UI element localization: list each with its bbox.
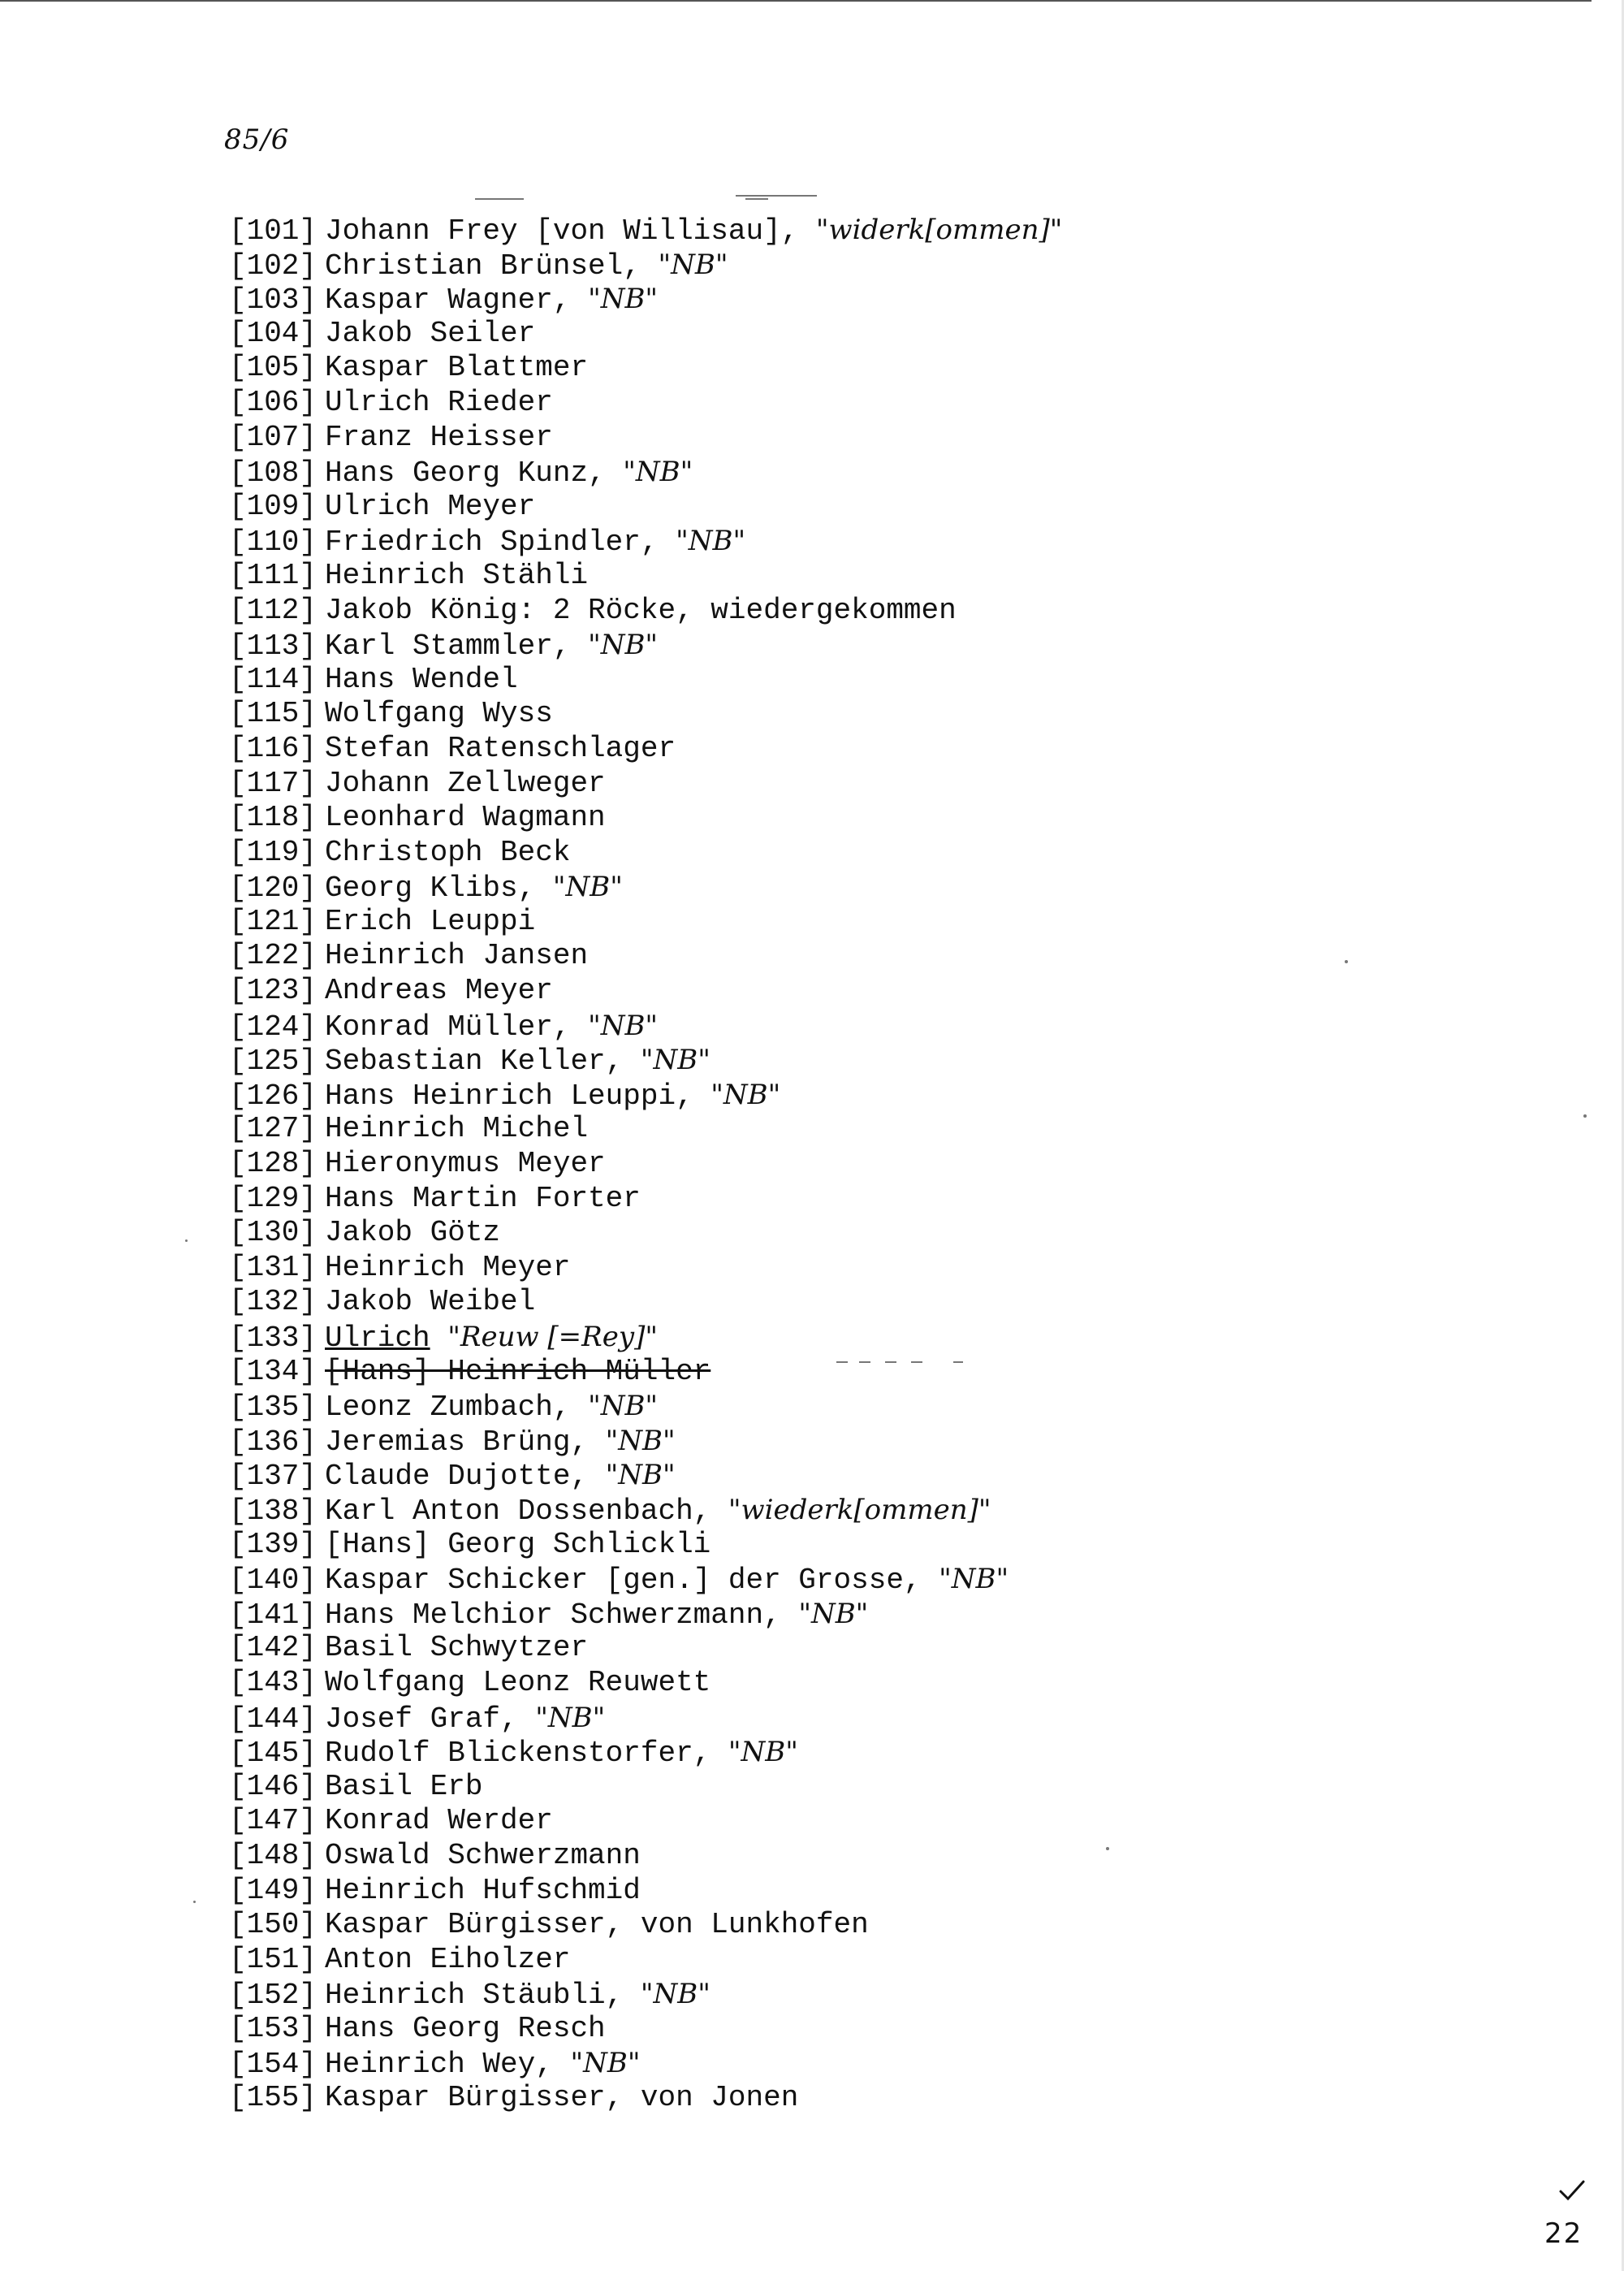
entry-row bbox=[229, 1943, 1062, 1978]
entry-row bbox=[229, 1251, 1062, 1286]
entry-row bbox=[229, 317, 1062, 352]
entry-name: Andreas Meyer bbox=[325, 974, 553, 1008]
entry-number: [148] bbox=[229, 1838, 317, 1872]
entry-number: [140] bbox=[229, 1564, 317, 1598]
entry-name: Rudolf Blickenstorfer, bbox=[325, 1737, 711, 1771]
entry-note: "NB" bbox=[710, 1078, 781, 1111]
scan-artifact bbox=[475, 198, 524, 200]
scan-artifact bbox=[193, 1901, 196, 1903]
entry-row bbox=[229, 1666, 1062, 1701]
entry-name: Anton Eiholzer bbox=[325, 1942, 571, 1976]
entry-number: [138] bbox=[229, 1494, 317, 1528]
entry-row bbox=[229, 282, 1062, 317]
entry-number: [147] bbox=[229, 1804, 317, 1838]
entry-name: Kaspar Bürgisser, von Lunkhofen bbox=[325, 1908, 869, 1942]
entry-row bbox=[229, 421, 1062, 456]
entry-number: [152] bbox=[229, 1979, 317, 2013]
entry-number: [123] bbox=[229, 974, 317, 1008]
entry-number: [104] bbox=[229, 316, 317, 350]
entry-name: Kaspar Blattmer bbox=[325, 351, 589, 385]
entry-name: Hans Georg Kunz, bbox=[325, 456, 606, 491]
entry-name: Heinrich Jansen bbox=[325, 939, 589, 973]
scan-artifact bbox=[1583, 1114, 1587, 1118]
entry-row bbox=[229, 386, 1062, 421]
entry-name: Georg Klibs, bbox=[325, 872, 536, 906]
scan-artifact bbox=[953, 1361, 963, 1363]
entry-name: Ulrich Rieder bbox=[325, 385, 553, 419]
entry-number: [127] bbox=[229, 1112, 317, 1146]
entry-number: [114] bbox=[229, 662, 317, 696]
entry-number: [125] bbox=[229, 1045, 317, 1079]
entry-name: Claude Dujotte, bbox=[325, 1460, 589, 1494]
entry-name: Kaspar Schicker [gen.] der Grosse, bbox=[325, 1564, 922, 1598]
entry-row bbox=[229, 2012, 1062, 2047]
entry-name: Christian Brünsel, bbox=[325, 249, 641, 283]
entry-note: "NB" bbox=[605, 1424, 676, 1457]
entry-note: "NB" bbox=[588, 1390, 659, 1423]
entry-row bbox=[229, 836, 1062, 871]
entry-name: Jakob Götz bbox=[325, 1216, 501, 1250]
entry-number: [116] bbox=[229, 731, 317, 765]
entry-row bbox=[229, 248, 1062, 283]
entry-row bbox=[229, 1182, 1062, 1217]
entry-name: Erich Leuppi bbox=[325, 904, 536, 938]
entry-note: "NB" bbox=[588, 283, 659, 316]
entry-row bbox=[229, 1112, 1062, 1147]
entry-row bbox=[229, 1320, 1062, 1355]
entry-name: Hans Wendel bbox=[325, 662, 518, 696]
entry-name: Wolfgang Wyss bbox=[325, 697, 553, 731]
entry-row bbox=[229, 870, 1062, 905]
entry-name: Kaspar Bürgisser, von Jonen bbox=[325, 2081, 799, 2115]
entry-number: [136] bbox=[229, 1425, 317, 1459]
scan-artifact bbox=[836, 1361, 848, 1363]
entry-number: [109] bbox=[229, 489, 317, 523]
corner-number: 22 bbox=[1544, 2217, 1583, 2250]
entry-name: Jakob König: 2 Röcke, wiedergekommen bbox=[325, 593, 957, 627]
entry-row bbox=[229, 594, 1062, 629]
entry-number: [144] bbox=[229, 1702, 317, 1736]
entry-name: Sebastian Keller, bbox=[325, 1045, 624, 1079]
entry-note: "NB" bbox=[588, 629, 659, 662]
entry-row bbox=[229, 801, 1062, 836]
entry-note: "wiederk[ommen]" bbox=[728, 1493, 991, 1526]
entry-number: [110] bbox=[229, 526, 317, 560]
entry-number: [130] bbox=[229, 1216, 317, 1250]
entry-row bbox=[229, 2081, 1062, 2116]
entry-row bbox=[229, 905, 1062, 940]
entry-row bbox=[229, 767, 1062, 802]
entry-row bbox=[229, 351, 1062, 386]
entry-note: "NB" bbox=[535, 1701, 606, 1734]
page-number: 85/6 bbox=[224, 123, 290, 156]
entry-number: [101] bbox=[229, 214, 317, 248]
entry-row bbox=[229, 455, 1062, 490]
entry-name: Heinrich Hufschmid bbox=[325, 1873, 641, 1907]
entry-name: Konrad Werder bbox=[325, 1804, 553, 1838]
entry-number: [118] bbox=[229, 801, 317, 835]
entry-name: [Hans] Heinrich Müller bbox=[325, 1354, 711, 1388]
entry-number: [131] bbox=[229, 1250, 317, 1284]
check-mark-icon bbox=[1556, 2178, 1588, 2203]
scan-artifact bbox=[859, 1361, 870, 1363]
entry-row bbox=[229, 213, 1062, 248]
entry-number: [105] bbox=[229, 351, 317, 385]
entry-number: [135] bbox=[229, 1391, 317, 1425]
entry-number: [154] bbox=[229, 2048, 317, 2082]
scan-artifact bbox=[911, 1361, 922, 1363]
entry-name: Christoph Beck bbox=[325, 835, 571, 869]
entry-number: [149] bbox=[229, 1873, 317, 1907]
entry-row bbox=[229, 939, 1062, 974]
entry-name: Oswald Schwerzmann bbox=[325, 1838, 641, 1872]
entry-number: [142] bbox=[229, 1631, 317, 1665]
entry-row bbox=[229, 524, 1062, 559]
entry-row bbox=[229, 1597, 1062, 1632]
entry-row bbox=[229, 1631, 1062, 1666]
entry-number: [134] bbox=[229, 1354, 317, 1388]
scan-artifact bbox=[1106, 1847, 1109, 1850]
entry-row bbox=[229, 490, 1062, 525]
entry-number: [124] bbox=[229, 1010, 317, 1044]
entry-name: Ulrich bbox=[325, 1322, 430, 1355]
entry-row bbox=[229, 1804, 1062, 1839]
entry-row bbox=[229, 1147, 1062, 1182]
entry-name: Jakob Seiler bbox=[325, 316, 536, 350]
entry-name: Hieronymus Meyer bbox=[325, 1147, 606, 1181]
entry-number: [117] bbox=[229, 766, 317, 800]
entry-row bbox=[229, 663, 1062, 698]
entry-name: Karl Anton Dossenbach, bbox=[325, 1494, 711, 1528]
entry-row bbox=[229, 1355, 1062, 1390]
entry-number: [115] bbox=[229, 697, 317, 731]
entry-name: Hans Martin Forter bbox=[325, 1181, 641, 1215]
entry-name: Heinrich Stäubli, bbox=[325, 1979, 624, 2013]
entry-name: Heinrich Stähli bbox=[325, 558, 589, 592]
entry-row bbox=[229, 1528, 1062, 1563]
entry-note: "NB" bbox=[640, 1044, 710, 1077]
entry-name: Basil Schwytzer bbox=[325, 1631, 589, 1665]
entry-name: Josef Graf, bbox=[325, 1702, 518, 1736]
entry-row bbox=[229, 1043, 1062, 1078]
entry-name: Heinrich Wey, bbox=[325, 2048, 553, 2082]
entry-note: "Reuw [=Rey]" bbox=[447, 1321, 658, 1353]
entry-name: Johann Zellweger bbox=[325, 766, 606, 800]
entry-number: [150] bbox=[229, 1908, 317, 1942]
entry-row bbox=[229, 1009, 1062, 1044]
entry-row bbox=[229, 1424, 1062, 1459]
entry-row bbox=[229, 697, 1062, 732]
entry-row bbox=[229, 1458, 1062, 1493]
entry-name: Stefan Ratenschlager bbox=[325, 731, 676, 765]
entry-name: Ulrich Meyer bbox=[325, 489, 536, 523]
entry-note: "NB" bbox=[623, 456, 693, 489]
page-top-edge bbox=[0, 0, 1592, 2]
entry-name: Friedrich Spindler, bbox=[325, 526, 659, 560]
entry-name: Basil Erb bbox=[325, 1769, 483, 1803]
entry-note: "widerk[ommen]" bbox=[815, 214, 1063, 246]
scan-artifact bbox=[1345, 960, 1348, 963]
entry-name: Leonz Zumbach, bbox=[325, 1391, 571, 1425]
entry-number: [151] bbox=[229, 1942, 317, 1976]
entry-row bbox=[229, 1493, 1062, 1528]
entry-row bbox=[229, 2046, 1062, 2081]
entry-number: [103] bbox=[229, 283, 317, 318]
entry-name: Johann Frey [von Willisau], bbox=[325, 214, 799, 248]
entry-row bbox=[229, 1078, 1062, 1113]
entry-number: [119] bbox=[229, 835, 317, 869]
entry-note: "NB" bbox=[939, 1563, 1009, 1596]
entry-name: Leonhard Wagmann bbox=[325, 801, 606, 835]
entry-row bbox=[229, 1216, 1062, 1251]
entry-name: Karl Stammler, bbox=[325, 629, 571, 664]
entry-row bbox=[229, 628, 1062, 663]
entry-number: [139] bbox=[229, 1527, 317, 1561]
entry-row bbox=[229, 1735, 1062, 1770]
entry-row bbox=[229, 1701, 1062, 1736]
entry-row bbox=[229, 1908, 1062, 1943]
entry-note: "NB" bbox=[798, 1597, 869, 1630]
entry-number: [143] bbox=[229, 1665, 317, 1699]
entry-number: [108] bbox=[229, 456, 317, 491]
entry-name: Hans Heinrich Leuppi, bbox=[325, 1079, 693, 1113]
entry-name: Kaspar Wagner, bbox=[325, 283, 571, 318]
entry-number: [133] bbox=[229, 1322, 317, 1355]
entry-number: [141] bbox=[229, 1598, 317, 1632]
entry-row bbox=[229, 1562, 1062, 1597]
scan-artifact bbox=[736, 195, 817, 197]
entry-row bbox=[229, 1389, 1062, 1424]
entry-number: [146] bbox=[229, 1769, 317, 1803]
scan-artifact bbox=[885, 1361, 896, 1363]
entry-number: [102] bbox=[229, 249, 317, 283]
entry-note: "NB" bbox=[605, 1459, 676, 1492]
entry-list bbox=[229, 213, 1062, 2116]
entry-name: Jeremias Brüng, bbox=[325, 1425, 589, 1459]
entry-row bbox=[229, 1285, 1062, 1320]
scan-artifact bbox=[185, 1239, 188, 1242]
scan-artifact bbox=[745, 198, 768, 200]
entry-note: "NB" bbox=[570, 2047, 641, 2080]
entry-number: [106] bbox=[229, 385, 317, 419]
entry-row bbox=[229, 1977, 1062, 2012]
entry-number: [129] bbox=[229, 1181, 317, 1215]
entry-row bbox=[229, 732, 1062, 767]
entry-name: Hans Melchior Schwerzmann, bbox=[325, 1598, 781, 1632]
entry-name: Heinrich Michel bbox=[325, 1112, 589, 1146]
entry-number: [113] bbox=[229, 629, 317, 664]
entry-number: [145] bbox=[229, 1737, 317, 1771]
entry-name: Heinrich Meyer bbox=[325, 1250, 571, 1284]
entry-row bbox=[229, 559, 1062, 594]
entry-number: [111] bbox=[229, 558, 317, 592]
entry-number: [128] bbox=[229, 1147, 317, 1181]
entry-number: [122] bbox=[229, 939, 317, 973]
entry-name: Wolfgang Leonz Reuwett bbox=[325, 1665, 711, 1699]
entry-row bbox=[229, 1874, 1062, 1909]
entry-note: "NB" bbox=[676, 525, 746, 558]
entry-note: "NB" bbox=[728, 1736, 798, 1769]
entry-name: [Hans] Georg Schlickli bbox=[325, 1527, 711, 1561]
entry-name: Franz Heisser bbox=[325, 420, 553, 454]
entry-number: [155] bbox=[229, 2081, 317, 2115]
entry-number: [137] bbox=[229, 1460, 317, 1494]
entry-number: [121] bbox=[229, 904, 317, 938]
entry-note: "NB" bbox=[552, 871, 623, 904]
entry-row bbox=[229, 1770, 1062, 1805]
entry-number: [126] bbox=[229, 1079, 317, 1113]
entry-number: [153] bbox=[229, 2011, 317, 2045]
entry-note: "NB" bbox=[658, 248, 728, 281]
entry-number: [132] bbox=[229, 1285, 317, 1319]
entry-name: Konrad Müller, bbox=[325, 1010, 571, 1044]
entry-name: Hans Georg Resch bbox=[325, 2011, 606, 2045]
entry-name: Jakob Weibel bbox=[325, 1285, 536, 1319]
entry-row bbox=[229, 1839, 1062, 1874]
entry-note: "NB" bbox=[640, 1978, 710, 2011]
entry-number: [107] bbox=[229, 420, 317, 454]
corner-annotation bbox=[1544, 2217, 1583, 2250]
entry-note: "NB" bbox=[588, 1009, 659, 1042]
entry-number: [120] bbox=[229, 872, 317, 906]
entry-number: [112] bbox=[229, 593, 317, 627]
entry-row bbox=[229, 974, 1062, 1009]
